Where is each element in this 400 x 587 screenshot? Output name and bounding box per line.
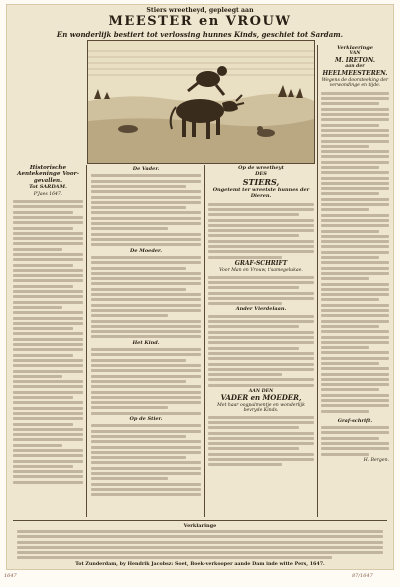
divider-right: [317, 45, 318, 517]
vader-moeder-sub: Met haar oogpalmentje en wonderlijk bevryde Kinds.: [217, 402, 305, 414]
left-heading: Historische Aentekeninge Voor-gevallen.: [17, 165, 79, 184]
engraving-bull-attack: [87, 40, 315, 164]
left-column: [13, 165, 83, 486]
header-top-line: Stiers wreetheyd, gepleegt aan: [146, 7, 254, 14]
engraving-illustration: [88, 41, 314, 163]
grafschrift-sub: Voor Man en Vrouw, t'samegelukae.: [219, 268, 303, 274]
right-heading-1: Verklaeringe: [337, 45, 373, 51]
margin-note-right: 87/1647: [352, 573, 373, 579]
aan-den-label: AAN DEN: [248, 389, 274, 395]
poem-mother-title: De Moeder.: [130, 247, 162, 254]
vader-moeder-title: VADER en MOEDER,: [220, 393, 302, 403]
margin-note-left: 1647: [4, 573, 17, 579]
imprint: Tot Zunderdam, by Hendrik Jacobsz: Soet, Boek-verkooper aande Dam inde witte Pers, 1647.: [75, 561, 325, 567]
right-body-text: [321, 92, 389, 413]
left-body-text: [13, 200, 83, 484]
right-heading-3: M. IRETON.: [334, 56, 376, 64]
divider-left: [86, 165, 87, 517]
vader-moeder-text: [208, 416, 314, 467]
left-place: Tot SARDAM.: [29, 184, 67, 191]
poem-father-title: De Vader.: [132, 166, 160, 172]
poem-title-des: DES: [255, 171, 267, 178]
divider-center: [204, 165, 205, 517]
right-heading-5: HEELMEESTEREN.: [322, 69, 388, 77]
stiers-poem-text: [208, 203, 314, 259]
broadside-sheet: [7, 5, 393, 569]
subtitle: En wonderlijk bestiert tot verlossing hunnes Kinds, geschiet tot Sardam.: [56, 30, 344, 39]
footer-title: Verklaringe: [183, 523, 217, 529]
poem-father-text: [91, 174, 201, 246]
right-signature: H. Bergen.: [363, 457, 389, 463]
poem-title-stiers: STIERS,: [242, 176, 280, 187]
center-right-column: [208, 165, 314, 469]
grafschrift-text: [208, 276, 314, 305]
poem-bull-text: [91, 424, 201, 496]
right-grafschrift-title: Graf-schrift.: [337, 417, 373, 424]
poem-title-rest: Ongetemt ter wreetste hunnes der Dieren.: [212, 186, 310, 200]
footer-text: [17, 530, 383, 562]
right-heading-4: aan der: [345, 64, 365, 70]
poem-title-small: Op de wreetheyt: [238, 165, 284, 171]
footer-rule: [13, 520, 387, 521]
right-column: [321, 45, 389, 463]
grafschrift-title: GRAF-SCHRIFT: [234, 259, 288, 267]
right-heading-2: VAN: [349, 51, 361, 57]
poem-child-text: [91, 348, 201, 415]
ander-title: Ander Vierdelaan.: [235, 306, 287, 313]
right-heading-6: Wegens de doorsteeking der verwondinge en tijde.: [321, 78, 389, 89]
center-left-column: [91, 165, 201, 499]
poem-child-title: Het Kind.: [132, 339, 160, 346]
right-grafschrift-text: [321, 426, 389, 455]
main-title: MEESTER en VROUW: [108, 14, 292, 29]
left-date: P'Jaes 1647.: [33, 191, 63, 197]
ander-text: [208, 315, 314, 387]
poem-bull-title: Op de Stier.: [129, 415, 163, 422]
poem-mother-text: [91, 256, 201, 338]
